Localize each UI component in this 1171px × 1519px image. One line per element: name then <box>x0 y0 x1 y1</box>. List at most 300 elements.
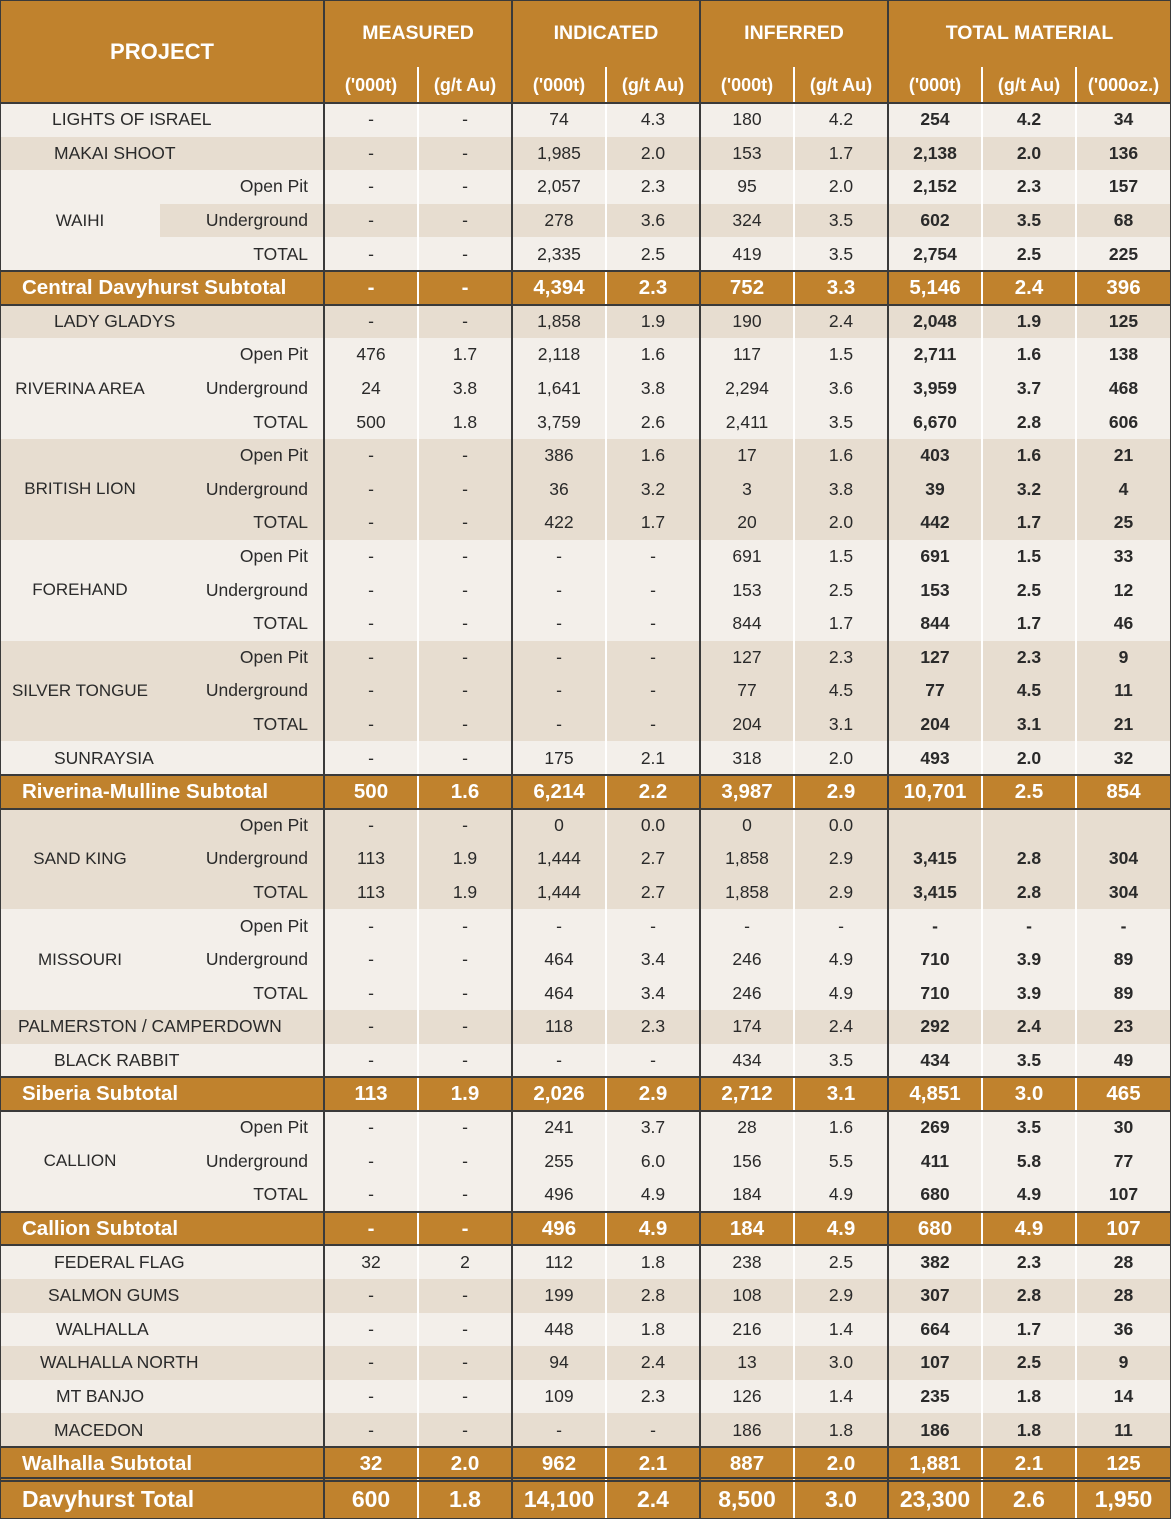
value-cell: 136 <box>1076 137 1171 171</box>
value-cell: 0 <box>512 809 606 843</box>
value-cell: 21 <box>1076 708 1171 742</box>
value-cell: 3.5 <box>794 204 888 238</box>
value-cell: 3.2 <box>982 473 1076 507</box>
value-cell: 1,641 <box>512 372 606 406</box>
row-divider <box>0 808 1171 810</box>
value-cell: 710 <box>888 943 982 977</box>
value-cell: 153 <box>700 573 794 607</box>
value-cell: 2.0 <box>606 137 700 171</box>
row-sub-label: Underground <box>160 473 324 507</box>
value-cell: - <box>418 137 512 171</box>
value-cell: 1.5 <box>794 540 888 574</box>
subtotal-cell: - <box>324 271 418 305</box>
row-sub-label: TOTAL <box>160 1178 324 1212</box>
grand-total-cell: 1,950 <box>1076 1481 1171 1519</box>
value-cell: 94 <box>512 1346 606 1380</box>
value-cell: 3,759 <box>512 405 606 439</box>
row-label: WALHALLA <box>0 1313 324 1347</box>
subtotal-cell: 4,394 <box>512 271 606 305</box>
row-divider <box>0 1477 1171 1479</box>
value-cell: 125 <box>1076 305 1171 339</box>
value-cell: 127 <box>888 641 982 675</box>
row-divider <box>0 304 1171 306</box>
row-sub-label: TOTAL <box>160 876 324 910</box>
grand-total-cell: 600 <box>324 1481 418 1519</box>
subtotal-cell: 887 <box>700 1447 794 1481</box>
value-cell: - <box>512 708 606 742</box>
subtotal-cell: - <box>324 1212 418 1246</box>
value-cell: - <box>324 809 418 843</box>
value-cell: 606 <box>1076 405 1171 439</box>
row-sub-label: Underground <box>160 842 324 876</box>
value-cell: 17 <box>700 439 794 473</box>
value-cell: - <box>324 204 418 238</box>
grand-total-cell: 8,500 <box>700 1481 794 1519</box>
value-cell: 3.7 <box>982 372 1076 406</box>
value-cell: - <box>324 674 418 708</box>
subtotal-cell: 2.9 <box>606 1077 700 1111</box>
row-label: MT BANJO <box>0 1380 324 1414</box>
group-label: SAND KING <box>0 809 160 910</box>
grand-total-cell: 2.4 <box>606 1481 700 1519</box>
value-cell: - <box>1076 909 1171 943</box>
value-cell: - <box>324 1178 418 1212</box>
value-cell: 2,294 <box>700 372 794 406</box>
value-cell: 442 <box>888 506 982 540</box>
value-cell: 4.5 <box>794 674 888 708</box>
value-cell: 3.5 <box>794 237 888 271</box>
value-cell: 3.1 <box>982 708 1076 742</box>
value-cell: - <box>418 506 512 540</box>
value-cell: - <box>324 607 418 641</box>
value-cell: - <box>606 607 700 641</box>
subtotal-cell: 2.1 <box>606 1447 700 1481</box>
value-cell: 403 <box>888 439 982 473</box>
value-cell: 464 <box>512 943 606 977</box>
value-cell: 32 <box>1076 741 1171 775</box>
subtotal-cell: 2.2 <box>606 775 700 809</box>
subtotal-cell: 500 <box>324 775 418 809</box>
value-cell: 1.9 <box>418 842 512 876</box>
value-cell: 107 <box>888 1346 982 1380</box>
value-cell: - <box>324 943 418 977</box>
value-cell: 2,152 <box>888 170 982 204</box>
value-cell: 422 <box>512 506 606 540</box>
row-label: WALHALLA NORTH <box>0 1346 324 1380</box>
value-cell: - <box>418 1380 512 1414</box>
value-cell: 3.9 <box>982 943 1076 977</box>
value-cell: 153 <box>888 573 982 607</box>
subtotal-label: Siberia Subtotal <box>0 1077 324 1111</box>
subtotal-cell: 2.1 <box>982 1447 1076 1481</box>
value-cell: - <box>418 573 512 607</box>
row-divider <box>0 1110 1171 1112</box>
value-cell: - <box>418 607 512 641</box>
value-cell: - <box>418 1279 512 1313</box>
header-unit: (g/t Au) <box>794 67 888 103</box>
row-sub-label: Open Pit <box>160 909 324 943</box>
value-cell: 2,057 <box>512 170 606 204</box>
value-cell: 1.7 <box>982 1313 1076 1347</box>
value-cell: 1.8 <box>606 1313 700 1347</box>
value-cell: 4.9 <box>982 1178 1076 1212</box>
subtotal-cell: 32 <box>324 1447 418 1481</box>
value-cell: - <box>418 305 512 339</box>
value-cell: - <box>324 170 418 204</box>
value-cell: - <box>418 1313 512 1347</box>
group-label: FOREHAND <box>0 540 160 641</box>
value-cell: - <box>324 1279 418 1313</box>
group-label: BRITISH LION <box>0 439 160 540</box>
value-cell: 1.8 <box>982 1380 1076 1414</box>
group-divider <box>511 0 513 1519</box>
column-divider <box>605 67 607 1519</box>
value-cell: - <box>512 607 606 641</box>
value-cell: - <box>418 943 512 977</box>
subtotal-cell: 2.0 <box>418 1447 512 1481</box>
value-cell: 113 <box>324 842 418 876</box>
value-cell: 9 <box>1076 641 1171 675</box>
value-cell: - <box>418 1178 512 1212</box>
row-label: SALMON GUMS <box>0 1279 324 1313</box>
value-cell: 3,959 <box>888 372 982 406</box>
value-cell: 3.5 <box>982 204 1076 238</box>
value-cell: 1.5 <box>982 540 1076 574</box>
row-divider <box>0 1211 1171 1213</box>
value-cell: 1,444 <box>512 876 606 910</box>
value-cell: - <box>324 137 418 171</box>
value-cell: - <box>324 103 418 137</box>
value-cell: - <box>324 641 418 675</box>
value-cell: - <box>418 1413 512 1447</box>
row-sub-label: TOTAL <box>160 607 324 641</box>
group-divider <box>323 0 325 1519</box>
value-cell: 2.1 <box>606 741 700 775</box>
value-cell: 20 <box>700 506 794 540</box>
value-cell: 2.0 <box>794 506 888 540</box>
grand-total-cell: 23,300 <box>888 1481 982 1519</box>
column-divider <box>981 67 983 1519</box>
grand-total-cell: 1.8 <box>418 1481 512 1519</box>
value-cell: 1,858 <box>700 842 794 876</box>
value-cell: 108 <box>700 1279 794 1313</box>
value-cell: 2.8 <box>982 842 1076 876</box>
subtotal-cell: 10,701 <box>888 775 982 809</box>
value-cell: 6.0 <box>606 1145 700 1179</box>
value-cell: 255 <box>512 1145 606 1179</box>
value-cell: 9 <box>1076 1346 1171 1380</box>
value-cell: - <box>512 909 606 943</box>
value-cell: 304 <box>1076 876 1171 910</box>
header-group: TOTAL MATERIAL <box>888 0 1171 67</box>
value-cell: 2.3 <box>982 170 1076 204</box>
value-cell: 77 <box>700 674 794 708</box>
group-divider <box>699 0 701 1519</box>
value-cell: 2.9 <box>794 842 888 876</box>
value-cell: - <box>606 1044 700 1078</box>
value-cell: 1.6 <box>982 439 1076 473</box>
row-label: LADY GLADYS <box>0 305 324 339</box>
value-cell: 225 <box>1076 237 1171 271</box>
group-label: RIVERINA AREA <box>0 338 160 439</box>
subtotal-label: Central Davyhurst Subtotal <box>0 271 324 305</box>
value-cell: 107 <box>1076 1178 1171 1212</box>
group-divider <box>887 0 889 1519</box>
value-cell: 3.5 <box>794 405 888 439</box>
value-cell: 4.2 <box>982 103 1076 137</box>
value-cell: - <box>418 641 512 675</box>
value-cell: - <box>418 909 512 943</box>
value-cell: 1.7 <box>982 607 1076 641</box>
value-cell: 2,138 <box>888 137 982 171</box>
value-cell: 28 <box>1076 1245 1171 1279</box>
value-cell: - <box>418 439 512 473</box>
value-cell: 1.6 <box>606 338 700 372</box>
value-cell: 2.3 <box>606 170 700 204</box>
value-cell: - <box>324 540 418 574</box>
value-cell: 3.8 <box>606 372 700 406</box>
value-cell: 254 <box>888 103 982 137</box>
value-cell: 12 <box>1076 573 1171 607</box>
value-cell: 95 <box>700 170 794 204</box>
value-cell: 3.8 <box>794 473 888 507</box>
value-cell: 1.8 <box>794 1413 888 1447</box>
row-divider <box>0 1446 1171 1448</box>
value-cell: 1.9 <box>982 305 1076 339</box>
value-cell: 2.7 <box>606 842 700 876</box>
value-cell: 2.3 <box>982 641 1076 675</box>
value-cell: - <box>418 1346 512 1380</box>
value-cell: 1,985 <box>512 137 606 171</box>
row-divider <box>0 102 1171 104</box>
value-cell: 292 <box>888 1010 982 1044</box>
value-cell: 1.9 <box>418 876 512 910</box>
value-cell: - <box>324 1413 418 1447</box>
subtotal-cell: 4.9 <box>982 1212 1076 1246</box>
value-cell: 39 <box>888 473 982 507</box>
value-cell: 1.5 <box>794 338 888 372</box>
value-cell: 691 <box>700 540 794 574</box>
value-cell: - <box>418 674 512 708</box>
value-cell: - <box>512 1413 606 1447</box>
group-label: SILVER TONGUE <box>0 641 160 742</box>
value-cell: 1.8 <box>982 1413 1076 1447</box>
value-cell: 2,754 <box>888 237 982 271</box>
value-cell: 2,118 <box>512 338 606 372</box>
subtotal-cell: 680 <box>888 1212 982 1246</box>
value-cell: - <box>324 506 418 540</box>
value-cell: 4 <box>1076 473 1171 507</box>
column-divider <box>417 67 419 1519</box>
value-cell: - <box>418 1111 512 1145</box>
value-cell: 3.0 <box>794 1346 888 1380</box>
subtotal-cell: 5,146 <box>888 271 982 305</box>
value-cell: 5.8 <box>982 1145 1076 1179</box>
row-sub-label: Underground <box>160 1145 324 1179</box>
value-cell: - <box>324 741 418 775</box>
value-cell: 156 <box>700 1145 794 1179</box>
value-cell: 710 <box>888 977 982 1011</box>
value-cell: 0.0 <box>606 809 700 843</box>
subtotal-cell: 3.3 <box>794 271 888 305</box>
value-cell: - <box>324 1044 418 1078</box>
grand-total-cell: 2.6 <box>982 1481 1076 1519</box>
value-cell: 33 <box>1076 540 1171 574</box>
value-cell: 13 <box>700 1346 794 1380</box>
subtotal-cell: 4.9 <box>794 1212 888 1246</box>
row-divider <box>0 270 1171 272</box>
value-cell: 216 <box>700 1313 794 1347</box>
column-divider <box>793 67 795 1519</box>
row-sub-label: Underground <box>160 573 324 607</box>
value-cell: 117 <box>700 338 794 372</box>
value-cell: - <box>606 909 700 943</box>
value-cell: 23 <box>1076 1010 1171 1044</box>
value-cell: 49 <box>1076 1044 1171 1078</box>
value-cell: 190 <box>700 305 794 339</box>
header-unit: (g/t Au) <box>606 67 700 103</box>
subtotal-cell: 3.0 <box>982 1077 1076 1111</box>
value-cell: 77 <box>1076 1145 1171 1179</box>
row-sub-label: Underground <box>160 674 324 708</box>
value-cell: 2.9 <box>794 876 888 910</box>
value-cell: 2.0 <box>794 741 888 775</box>
subtotal-cell: 2,712 <box>700 1077 794 1111</box>
value-cell: - <box>324 977 418 1011</box>
subtotal-cell: 107 <box>1076 1212 1171 1246</box>
value-cell: 6,670 <box>888 405 982 439</box>
value-cell: 3.7 <box>606 1111 700 1145</box>
row-label: MACEDON <box>0 1413 324 1447</box>
value-cell: - <box>512 573 606 607</box>
header-unit: ('000t) <box>888 67 982 103</box>
value-cell: 2.3 <box>606 1380 700 1414</box>
value-cell: - <box>418 473 512 507</box>
value-cell: 434 <box>700 1044 794 1078</box>
value-cell: - <box>324 305 418 339</box>
value-cell: 186 <box>888 1413 982 1447</box>
value-cell: 691 <box>888 540 982 574</box>
value-cell: 2.3 <box>606 1010 700 1044</box>
value-cell: - <box>324 237 418 271</box>
value-cell: - <box>418 204 512 238</box>
row-sub-label: Open Pit <box>160 170 324 204</box>
value-cell: 664 <box>888 1313 982 1347</box>
value-cell: - <box>418 103 512 137</box>
value-cell: 3.2 <box>606 473 700 507</box>
row-sub-label: Open Pit <box>160 540 324 574</box>
value-cell: 89 <box>1076 977 1171 1011</box>
value-cell: 32 <box>324 1245 418 1279</box>
value-cell: 324 <box>700 204 794 238</box>
subtotal-cell: 2.3 <box>606 271 700 305</box>
value-cell: - <box>324 439 418 473</box>
value-cell: 3.8 <box>418 372 512 406</box>
header-group: MEASURED <box>324 0 512 67</box>
value-cell: 3.4 <box>606 977 700 1011</box>
value-cell: 118 <box>512 1010 606 1044</box>
value-cell: - <box>606 573 700 607</box>
value-cell: 21 <box>1076 439 1171 473</box>
value-cell: 2,711 <box>888 338 982 372</box>
value-cell: 3 <box>700 473 794 507</box>
value-cell: 0.0 <box>794 809 888 843</box>
value-cell: 0 <box>700 809 794 843</box>
value-cell: 1,858 <box>512 305 606 339</box>
row-divider <box>0 1244 1171 1246</box>
value-cell: 2.3 <box>794 641 888 675</box>
subtotal-cell: 1.9 <box>418 1077 512 1111</box>
subtotal-cell: 2.4 <box>982 271 1076 305</box>
value-cell: - <box>418 237 512 271</box>
value-cell: - <box>418 1044 512 1078</box>
value-cell: 3.4 <box>606 943 700 977</box>
row-label: FEDERAL FLAG <box>0 1245 324 1279</box>
value-cell: 1.6 <box>982 338 1076 372</box>
row-sub-label: TOTAL <box>160 977 324 1011</box>
value-cell: - <box>512 674 606 708</box>
value-cell: - <box>606 674 700 708</box>
value-cell: 1.7 <box>794 607 888 641</box>
value-cell: 1.7 <box>794 137 888 171</box>
value-cell: 3.6 <box>606 204 700 238</box>
header-unit: (g/t Au) <box>982 67 1076 103</box>
value-cell: 1.7 <box>982 506 1076 540</box>
value-cell: 3.5 <box>982 1111 1076 1145</box>
subtotal-cell: 3.1 <box>794 1077 888 1111</box>
value-cell: 2,048 <box>888 305 982 339</box>
value-cell: 153 <box>700 137 794 171</box>
value-cell: - <box>324 573 418 607</box>
value-cell: 126 <box>700 1380 794 1414</box>
value-cell: 2.0 <box>794 170 888 204</box>
value-cell: 157 <box>1076 170 1171 204</box>
subtotal-cell: 2,026 <box>512 1077 606 1111</box>
row-sub-label: Open Pit <box>160 1111 324 1145</box>
subtotal-cell: 1.6 <box>418 775 512 809</box>
group-label: MISSOURI <box>0 909 160 1010</box>
row-sub-label: Underground <box>160 372 324 406</box>
value-cell: 1.7 <box>606 506 700 540</box>
value-cell: 36 <box>512 473 606 507</box>
value-cell: 1.4 <box>794 1380 888 1414</box>
value-cell: 493 <box>888 741 982 775</box>
row-sub-label: Open Pit <box>160 809 324 843</box>
subtotal-cell: 1,881 <box>888 1447 982 1481</box>
value-cell: 680 <box>888 1178 982 1212</box>
header-unit: (g/t Au) <box>418 67 512 103</box>
subtotal-cell: - <box>418 1212 512 1246</box>
value-cell: - <box>418 1145 512 1179</box>
value-cell: 3,415 <box>888 876 982 910</box>
value-cell: 11 <box>1076 1413 1171 1447</box>
row-sub-label: TOTAL <box>160 708 324 742</box>
value-cell: 1.6 <box>606 439 700 473</box>
header-group: INFERRED <box>700 0 888 67</box>
grand-total-cell: 3.0 <box>794 1481 888 1519</box>
subtotal-cell: 6,214 <box>512 775 606 809</box>
value-cell: 448 <box>512 1313 606 1347</box>
value-cell: 2.4 <box>606 1346 700 1380</box>
value-cell: 464 <box>512 977 606 1011</box>
value-cell: 74 <box>512 103 606 137</box>
value-cell: - <box>418 540 512 574</box>
value-cell: - <box>888 909 982 943</box>
subtotal-cell: 4,851 <box>888 1077 982 1111</box>
value-cell: - <box>512 641 606 675</box>
subtotal-cell: 2.9 <box>794 775 888 809</box>
value-cell: 411 <box>888 1145 982 1179</box>
